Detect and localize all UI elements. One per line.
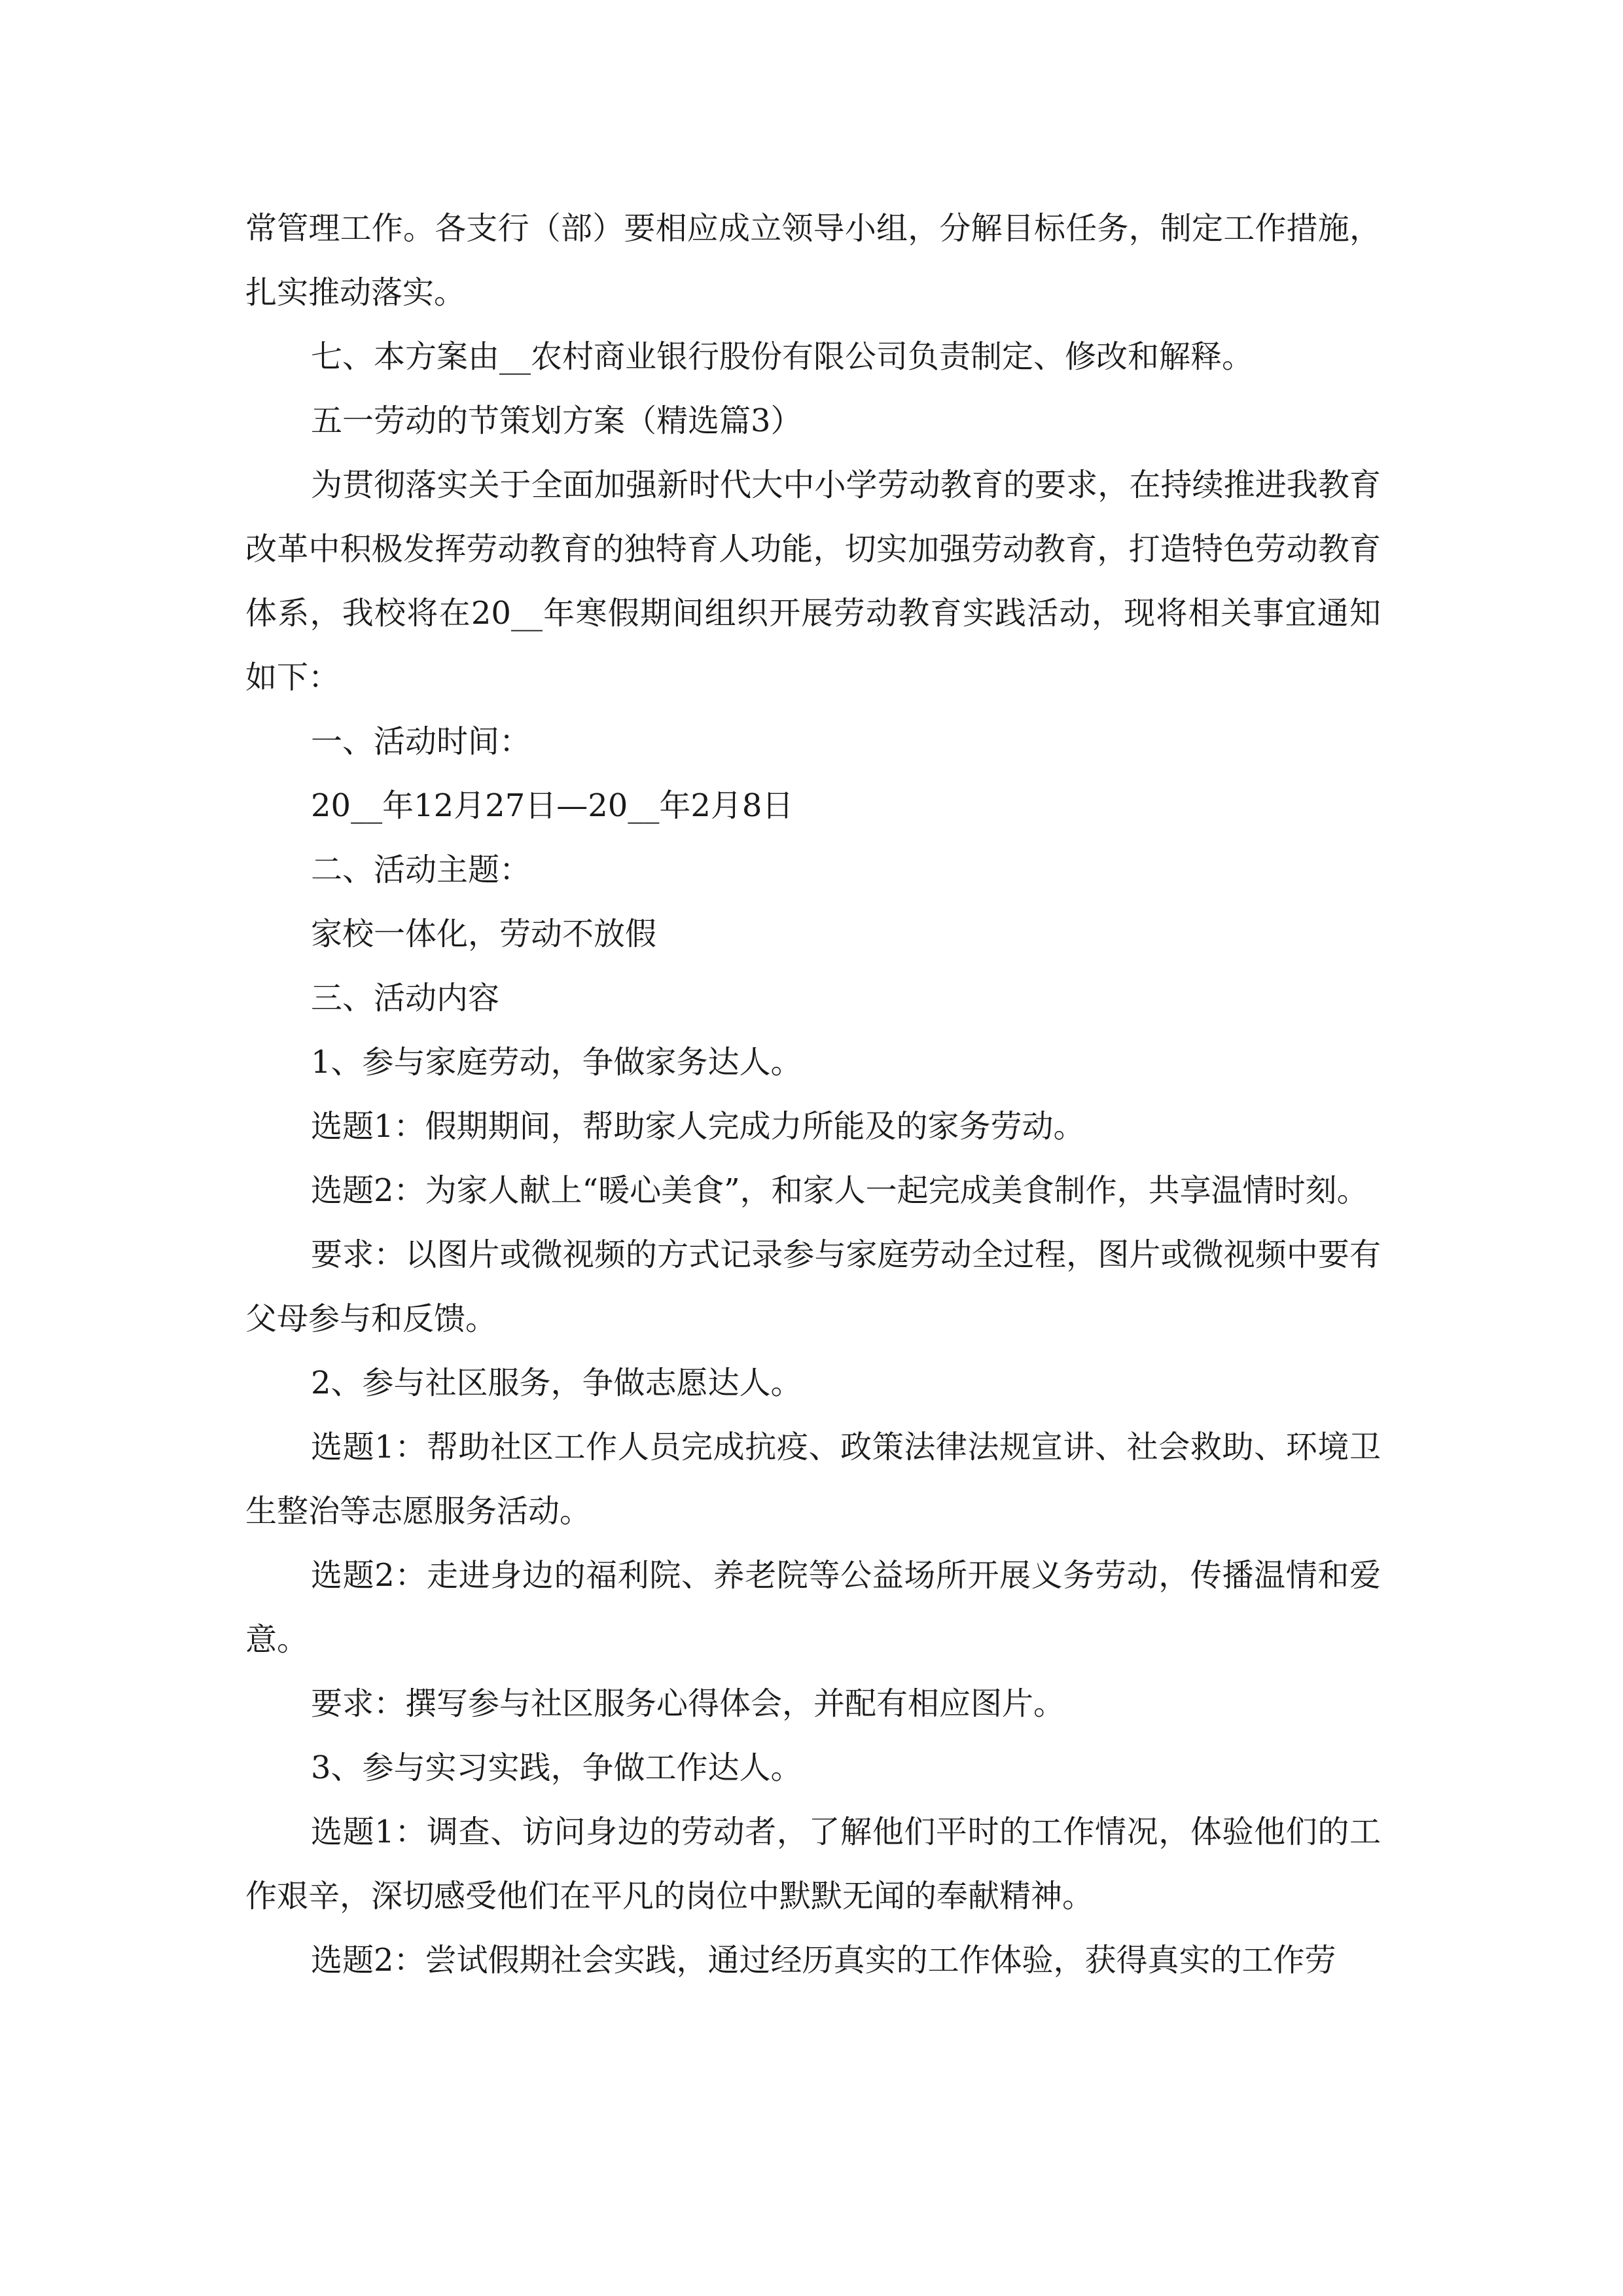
paragraph: 家校一体化，劳动不放假: [311, 916, 657, 952]
list-item: 选题1：假期期间，帮助家人完成力所能及的家务劳动。: [311, 1108, 1085, 1145]
list-item: 选题1：调查、访问身边的劳动者，了解他们平时的工作情况，体验他们的工作艰辛，深切感受他们在平凡的岗位中默默无闻的奉献精神。: [245, 1814, 1381, 1914]
paragraph: 为贯彻落实关于全面加强新时代大中小学劳动教育的要求，在持续推进我教育改革中积极发挥劳动教育的独特育人功能，切实加强劳动教育，打造特色劳动教育体系，我校将在20__年寒假期间组织开展劳动教育实践活动，现将相关事宜通知如下：: [245, 467, 1381, 696]
section-heading: 二、活动主题：: [311, 852, 531, 888]
list-item: 选题2：走进身边的福利院、养老院等公益场所开展义务劳动，传播温情和爱意。: [245, 1557, 1381, 1658]
list-item: 选题1：帮助社区工作人员完成抗疫、政策法律法规宣讲、社会救助、环境卫生整治等志愿服务活动。: [245, 1429, 1381, 1530]
section-heading: 五一劳动的节策划方案（精选篇3）: [311, 403, 802, 439]
list-item: 选题2：尝试假期社会实践，通过经历真实的工作体验，获得真实的工作劳: [311, 1942, 1336, 1979]
paragraph: 20__年12月27日—20__年2月8日: [311, 787, 794, 824]
list-item: 1、参与家庭劳动，争做家务达人。: [311, 1044, 802, 1081]
document-body: [245, 196, 1381, 1992]
list-item: 要求：撰写参与社区服务心得体会，并配有相应图片。: [311, 1685, 1065, 1722]
paragraph: 七、本方案由__农村商业银行股份有限公司负责制定、修改和解释。: [311, 338, 1254, 375]
section-heading: 三、活动内容: [311, 980, 500, 1016]
list-item: 选题2：为家人献上“暖心美食”，和家人一起完成美食制作，共享温情时刻。: [311, 1172, 1368, 1209]
paragraph: 常管理工作。各支行（部）要相应成立领导小组，分解目标任务，制定工作措施，扎实推动落实。: [245, 210, 1381, 311]
list-item: 2、参与社区服务，争做志愿达人。: [311, 1365, 802, 1401]
list-item: 要求：以图片或微视频的方式记录参与家庭劳动全过程，图片或微视频中要有父母参与和反馈。: [245, 1236, 1381, 1337]
list-item: 3、参与实习实践，争做工作达人。: [311, 1749, 802, 1786]
section-heading: 一、活动时间：: [311, 723, 531, 760]
